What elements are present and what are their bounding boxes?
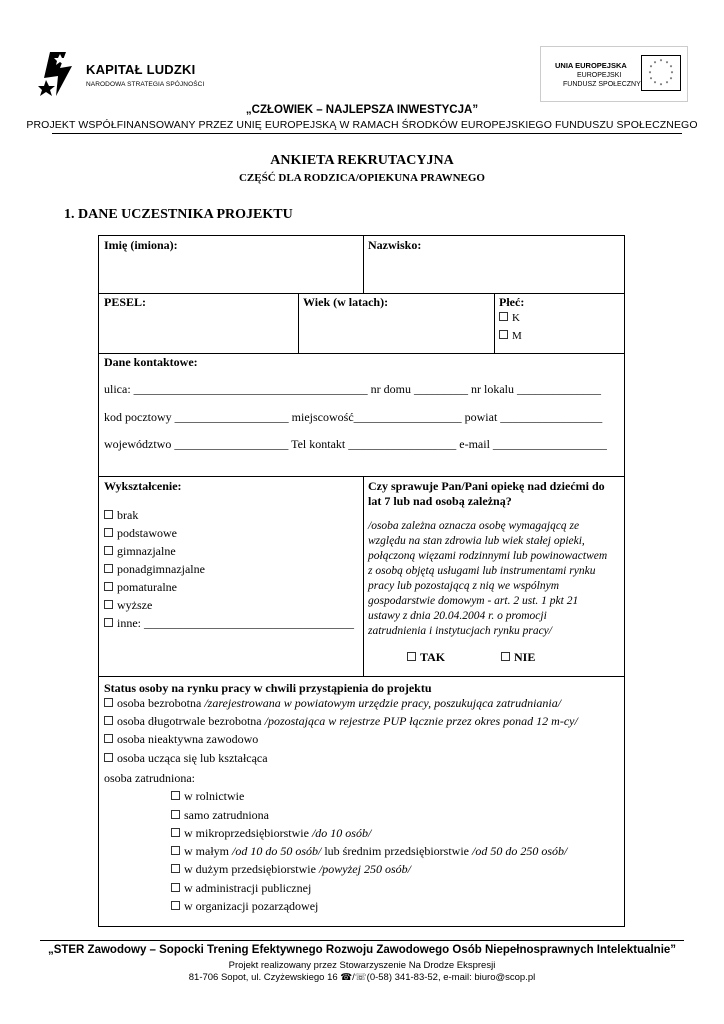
checkbox-icon [171, 901, 180, 910]
education-option[interactable]: brak [104, 508, 138, 523]
employed-ngo-option[interactable]: w organizacji pozarządowej [171, 899, 318, 914]
footer-contact: 81-706 Sopot, ul. Czyżewskiego 16 ☎/☏(0-58) 341-83-52, e-mail: biuro@scop.pl [188, 972, 536, 983]
education-option[interactable]: podstawowe [104, 526, 177, 541]
pesel-label: PESEL: [104, 295, 147, 309]
svg-text:*: * [659, 59, 663, 65]
employed-agriculture-option[interactable]: w rolnictwie [171, 789, 244, 804]
contact-label: Dane kontaktowe: [104, 355, 198, 369]
education-option[interactable]: wyższe [104, 598, 152, 613]
first-name-label: Imię (imiona): [104, 238, 178, 252]
checkbox-icon [171, 810, 180, 819]
checkbox-icon [104, 698, 113, 707]
education-option[interactable]: pomaturalne [104, 580, 177, 595]
eu-logo-line1: UNIA EUROPEJSKA [555, 61, 627, 70]
checkbox-icon [104, 564, 113, 573]
page-title: ANKIETA REKRUTACYJNA [270, 153, 454, 168]
checkbox-icon [104, 510, 113, 519]
section-title: 1. DANE UCZESTNIKA PROJEKTU [64, 207, 293, 222]
checkbox-icon [171, 846, 180, 855]
contact-address-line[interactable]: ulica: _______________________________________ nr domu _________ nr lokalu ______________ [104, 382, 601, 396]
education-other[interactable]: inne: ___________________________________ [104, 616, 354, 631]
eu-logo-line2: EUROPEJSKI [577, 72, 622, 79]
col-divider [363, 236, 364, 293]
checkbox-icon [104, 582, 113, 591]
contact-postal-line[interactable]: kod pocztowy ___________________ miejscowość__________________ powiat _________________ [104, 410, 603, 424]
status-label: Status osoby na rynku pracy w chwili przystąpienia do projektu [104, 681, 432, 695]
eu-logo [540, 46, 688, 102]
eu-logo-line3: FUNDUSZ SPOŁECZNY [563, 81, 641, 88]
col-divider [298, 293, 299, 353]
contact-phone-line[interactable]: województwo ___________________ Tel kontakt __________________ e-mail ___________________ [104, 437, 607, 451]
status-unemployed-option[interactable]: osoba bezrobotna /zarejestrowana w powiatowym urzędzie pracy, poszukująca zatrudniania/ [104, 696, 561, 711]
care-no-option[interactable]: NIE [501, 650, 535, 665]
care-question-line1: Czy sprawuje Pan/Pani opiekę nad dziećmi do [368, 479, 605, 493]
status-long-unemployed-option[interactable]: osoba długotrwale bezrobotna /pozostająca w rejestrze PUP łącznie przez okres ponad 12 m-cy/ [104, 714, 578, 729]
checkbox-icon [104, 528, 113, 537]
svg-text:*: * [670, 71, 674, 77]
sex-label: Płeć: [499, 295, 525, 309]
care-note: z osobą objętą usługami lub instrumentami rynku [368, 565, 596, 577]
svg-text:*: * [669, 77, 673, 83]
kapital-ludzki-emblem-icon [38, 50, 78, 98]
employed-label: osoba zatrudniona: [104, 771, 195, 785]
checkbox-icon [104, 600, 113, 609]
footer-organizer: Projekt realizowany przez Stowarzyszenie Na Drodze Ekspresji [228, 960, 496, 971]
svg-text:*: * [669, 65, 673, 71]
education-label: Wykształcenie: [104, 479, 182, 493]
page-subtitle: CZĘŚĆ DLA RODZICA/OPIEKUNA PRAWNEGO [238, 172, 485, 184]
sex-option-k[interactable]: K [499, 312, 520, 324]
employed-public-option[interactable]: w administracji publicznej [171, 881, 311, 896]
checkbox-icon [171, 864, 180, 873]
cofunding-statement: PROJEKT WSPÓŁFINANSOWANY PRZEZ UNIĘ EUROPEJSKĄ W RAMACH ŚRODKÓW EUROPEJSKIEGO FUNDUSZU SPOŁECZNEGO [26, 119, 698, 131]
age-label: Wiek (w latach): [303, 295, 389, 309]
employed-small-medium-option[interactable]: w małym /od 10 do 50 osób/ lub średnim przedsiębiorstwie /od 50 do 250 osób/ [171, 844, 567, 859]
svg-text:*: * [653, 61, 657, 67]
checkbox-icon [171, 791, 180, 800]
svg-text:*: * [649, 77, 653, 83]
sex-option-m[interactable]: M [499, 330, 522, 342]
status-student-option[interactable]: osoba ucząca się lub kształcąca [104, 751, 268, 766]
svg-text:*: * [665, 81, 669, 87]
svg-text:*: * [648, 71, 652, 77]
row-divider [99, 353, 624, 354]
checkbox-icon [407, 652, 416, 661]
motto: „CZŁOWIEK – NAJLEPSZA INWESTYCJA” [245, 104, 479, 116]
employed-large-option[interactable]: w dużym przedsiębiorstwie /powyżej 250 osób/ [171, 862, 411, 877]
eu-flag-icon [641, 55, 681, 91]
svg-text:*: * [653, 81, 657, 87]
row-divider [99, 293, 624, 294]
logo-left-title: KAPITAŁ LUDZKI [86, 62, 196, 77]
svg-text:*: * [659, 83, 663, 89]
checkbox-icon [499, 330, 508, 339]
employed-self-option[interactable]: samo zatrudniona [171, 808, 269, 823]
care-yes-option[interactable]: TAK [407, 650, 445, 665]
care-question-line2: lat 7 lub nad osobą zależną? [368, 494, 512, 508]
participant-form [98, 235, 625, 927]
employed-micro-option[interactable]: w mikroprzedsiębiorstwie /do 10 osób/ [171, 826, 371, 841]
education-option[interactable]: ponadgimnazjalne [104, 562, 205, 577]
footer-project-name: „STER Zawodowy – Sopocki Trening Efektywnego Rozwoju Zawodowego Osób Niepełnosprawnych Intelektualnie” [47, 944, 677, 956]
checkbox-icon [171, 883, 180, 892]
footer-divider [40, 940, 684, 941]
col-divider [363, 476, 364, 676]
checkbox-icon [104, 716, 113, 725]
logo-left-subtitle: NARODOWA STRATEGIA SPÓJNOŚCI [86, 81, 205, 88]
checkbox-icon [104, 753, 113, 762]
row-divider [99, 476, 624, 477]
checkbox-icon [171, 828, 180, 837]
last-name-label: Nazwisko: [368, 238, 422, 252]
care-note: połączoną więzami rodzinnymi lub powinowactwem [368, 550, 608, 562]
checkbox-icon [104, 734, 113, 743]
svg-text:*: * [665, 61, 669, 67]
header-divider [52, 133, 682, 134]
care-note: gospodarstwie domowym - art. 2 ust. 1 pkt 21 [368, 595, 579, 607]
care-note: zatrudnienia i instytucjach rynku pracy/ [368, 625, 552, 637]
care-note: względu na stan zdrowia lub wiek stałej opieki, [368, 535, 585, 547]
row-divider [99, 676, 624, 677]
checkbox-icon [499, 312, 508, 321]
checkbox-icon [104, 546, 113, 555]
checkbox-icon [104, 618, 113, 627]
kapital-ludzki-logo [38, 50, 208, 100]
care-note: ustawy z dnia 20.04.2004 r. o promocji [368, 610, 547, 622]
care-note: pracy lub pozostającą z nią we wspólnym [368, 580, 560, 592]
svg-text:*: * [649, 65, 653, 71]
checkbox-icon [501, 652, 510, 661]
status-inactive-option[interactable]: osoba nieaktywna zawodowo [104, 732, 258, 747]
col-divider [494, 293, 495, 353]
education-option[interactable]: gimnazjalne [104, 544, 176, 559]
care-note: /osoba zależna oznacza osobę wymagającą ze [368, 520, 580, 532]
